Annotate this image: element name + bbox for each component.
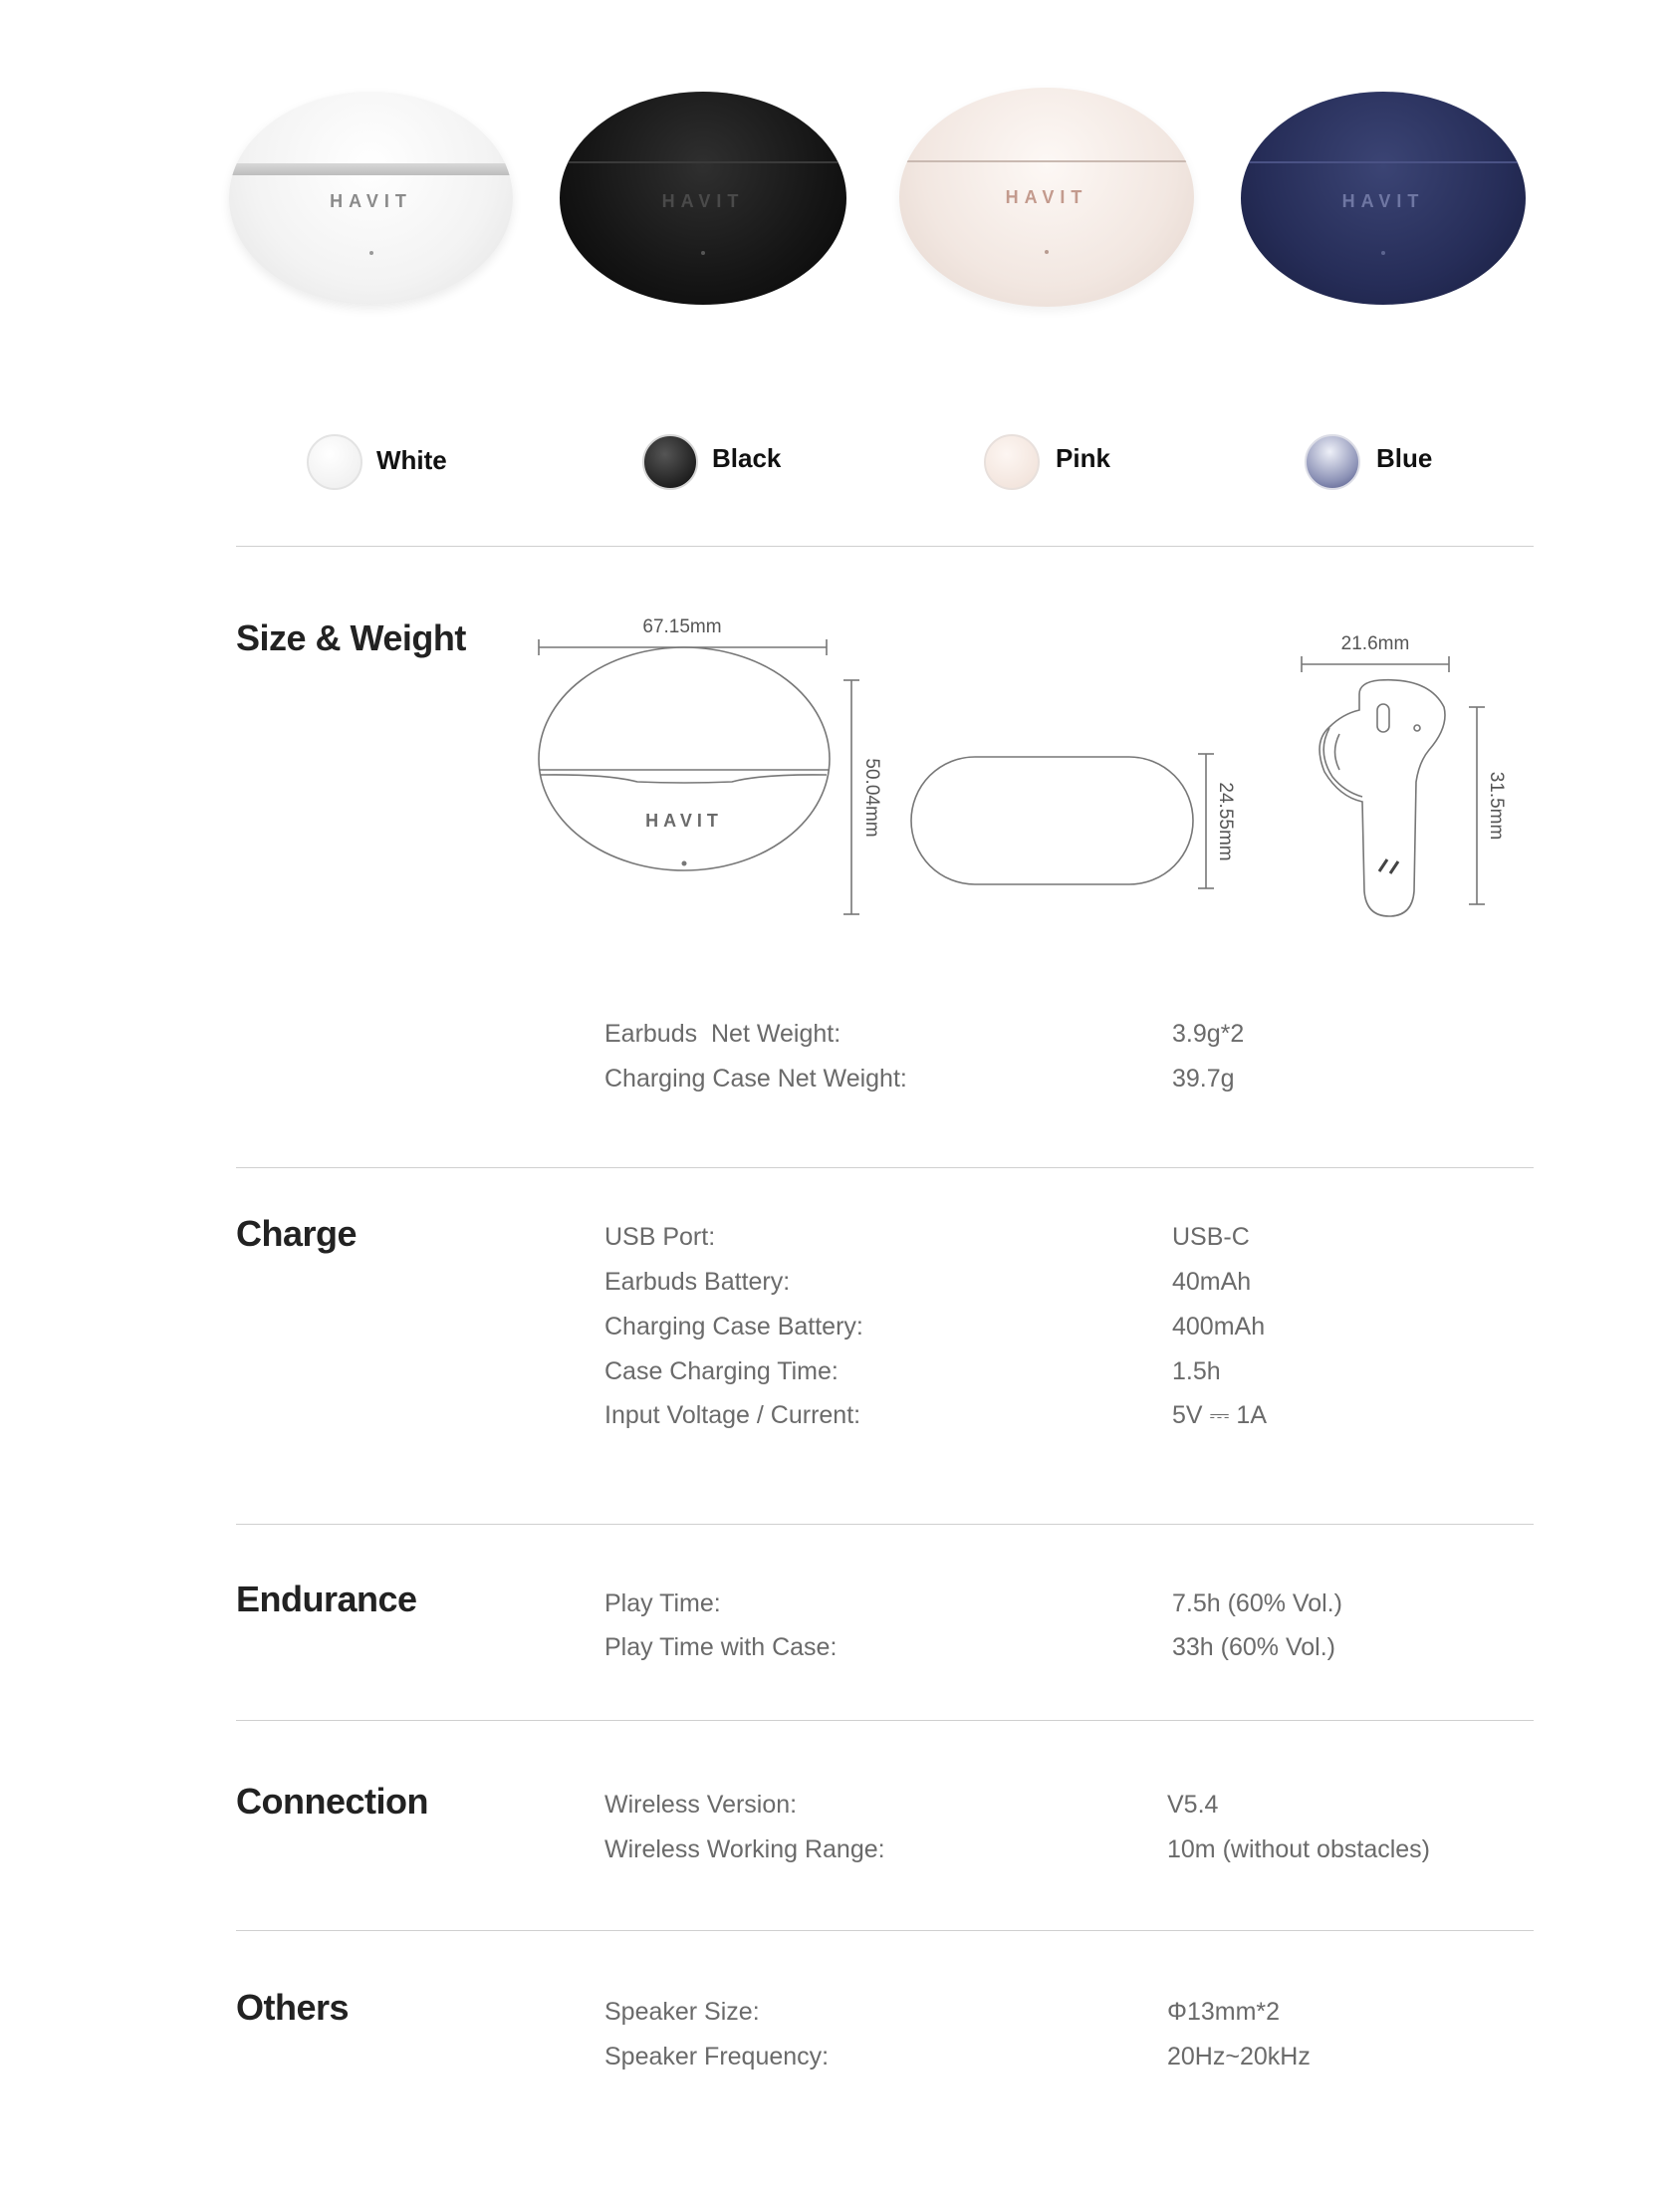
section-divider [236, 1930, 1534, 1931]
spec-value: 1.5h [1172, 1357, 1221, 1385]
spec-label: USB Port: [604, 1223, 716, 1251]
section-divider [236, 1720, 1534, 1721]
section-title-endurance: Endurance [236, 1579, 417, 1619]
section-divider [236, 1167, 1534, 1168]
case-led-dot [701, 251, 705, 255]
dim-case-height: 50.04mm [861, 758, 882, 838]
dimension-diagram [528, 603, 1534, 931]
color-swatch-pink[interactable] [984, 434, 1040, 490]
case-brand: HAVIT [1341, 191, 1425, 211]
section-divider [236, 546, 1534, 547]
case-brand: HAVIT [330, 191, 412, 211]
case-lid-line [1241, 161, 1526, 163]
section-title-connection: Connection [236, 1781, 428, 1822]
color-label-black: Black [712, 443, 782, 473]
spec-value: 33h (60% Vol.) [1172, 1633, 1335, 1661]
spec-label: Wireless Working Range: [604, 1835, 885, 1863]
spec-value: 5V ⎓ 1A [1172, 1401, 1267, 1429]
spec-label: Play Time: [604, 1589, 721, 1617]
product-image-white [229, 92, 513, 305]
section-title-size-weight: Size & Weight [236, 617, 466, 658]
product-image-black [560, 92, 846, 305]
spec-label: Earbuds Net Weight: [604, 1020, 841, 1048]
case-lid-line [229, 163, 513, 175]
diagram-case-brand: HAVIT [645, 811, 723, 831]
color-swatch-black[interactable] [642, 434, 698, 490]
spec-label: Speaker Size: [604, 1998, 760, 2026]
spec-label: Speaker Frequency: [604, 2043, 830, 2070]
spec-value: USB-C [1172, 1223, 1250, 1251]
spec-label: Input Voltage / Current: [604, 1401, 861, 1429]
spec-label: Charging Case Battery: [604, 1313, 863, 1340]
spec-value: 39.7g [1172, 1065, 1235, 1093]
dim-case-depth: 24.55mm [1215, 782, 1236, 861]
color-swatch-white[interactable] [307, 434, 362, 490]
spec-value: 3.9g*2 [1172, 1020, 1245, 1048]
spec-label: Play Time with Case: [604, 1633, 838, 1661]
color-swatch-blue[interactable] [1305, 434, 1360, 490]
spec-label: Earbuds Battery: [604, 1268, 791, 1296]
dim-case-width: 67.15mm [642, 616, 722, 637]
dim-earbud-height: 31.5mm [1486, 771, 1507, 841]
dim-earbud-width: 21.6mm [1340, 633, 1410, 654]
case-lid-line [899, 160, 1194, 162]
case-led-dot [1045, 250, 1049, 254]
section-divider [236, 1524, 1534, 1525]
spec-value: 7.5h (60% Vol.) [1172, 1589, 1342, 1617]
spec-value: 10m (without obstacles) [1167, 1835, 1431, 1863]
case-led-dot [369, 251, 373, 255]
spec-value: 20Hz~20kHz [1167, 2043, 1311, 2070]
product-image-blue [1241, 92, 1526, 305]
spec-value: V5.4 [1167, 1791, 1219, 1819]
spec-label: Charging Case Net Weight: [604, 1065, 907, 1093]
spec-value: 40mAh [1172, 1268, 1252, 1296]
color-label-blue: Blue [1376, 443, 1433, 473]
case-led-dot [1381, 251, 1385, 255]
case-brand: HAVIT [1005, 187, 1088, 207]
color-label-pink: Pink [1056, 443, 1110, 473]
spec-value: Φ13mm*2 [1167, 1998, 1281, 2026]
case-brand: HAVIT [661, 191, 745, 211]
spec-label: Case Charging Time: [604, 1357, 839, 1385]
section-title-others: Others [236, 1987, 350, 2028]
spec-value: 400mAh [1172, 1313, 1266, 1340]
color-label-white: White [376, 445, 447, 475]
spec-label: Wireless Version: [604, 1791, 798, 1819]
section-title-charge: Charge [236, 1213, 358, 1254]
case-lid-line [560, 161, 846, 163]
product-image-pink [899, 88, 1194, 307]
